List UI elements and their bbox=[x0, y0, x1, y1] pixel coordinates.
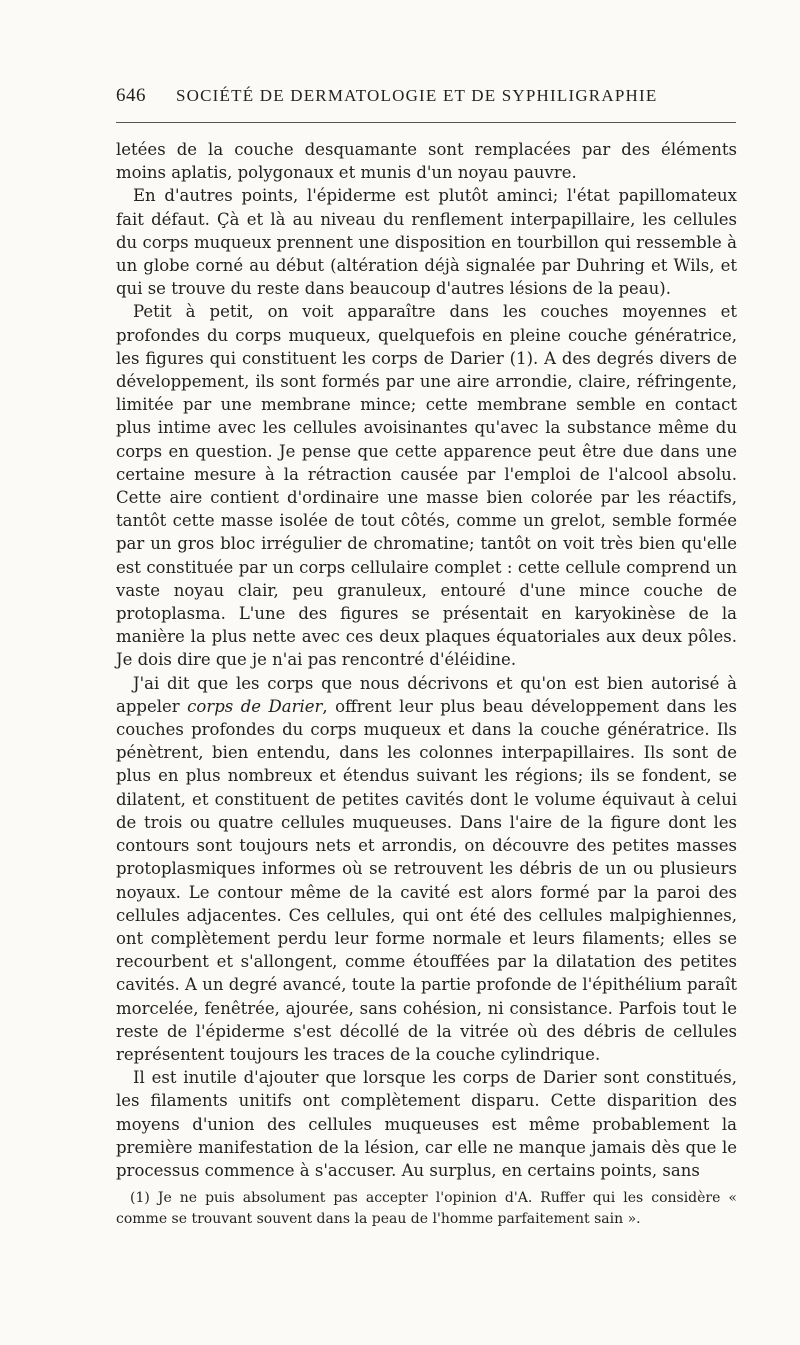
page-number: 646 bbox=[116, 85, 146, 106]
paragraph-4 bbox=[116, 672, 737, 1066]
footnote-text: (1) Je ne puis absolument pas accepter l'opinion d'A. Ruffer qui les considère « comme se trouvant souvent dans la peau de l'homme parfaitement sain ». bbox=[116, 1190, 737, 1227]
body-text bbox=[116, 138, 737, 1182]
paragraph-2: En d'autres points, l'épiderme est plutôt aminci; l'état papillomateux fait défaut. Çà et là au niveau du renflement interpapillaire, les cellules du corps muqueux prennent une disposition en tourbillon qui ressemble à un globe corné au début (altération déjà signalée par Duhring et Wils, et qui se trouve du reste dans beaucoup d'autres lésions de la peau). bbox=[116, 186, 737, 299]
header-rule bbox=[116, 122, 736, 123]
paragraph-1: letées de la couche desquamante sont remplacées par des éléments moins aplatis, polygonaux et munis d'un noyau pauvre. bbox=[116, 140, 737, 183]
footnote bbox=[116, 1188, 737, 1230]
paragraph-3: Petit à petit, on voit apparaître dans les couches moyennes et profondes du corps muqueux, quelquefois en pleine couche génératrice, les figures qui constituent les corps de Darier (1). A des degrés divers de développement, ils sont formés par une aire arrondie, claire, réfringente, limitée par une membrane mince; cette membrane semble en contact plus intime avec les cellules avoisinantes qu'avec la substance même du corps en question. Je pense que cette apparence peut être due dans une certaine mesure à la rétraction causée par l'emploi de l'alcool absolu. Cette aire contient d'ordinaire une masse bien colorée par les réactifs, tantôt cette masse isolée de tout côtés, comme un grelot, semble formée par un gros bloc irrégulier de chromatine; tantôt on voit très bien qu'elle est constituée par un corps cellulaire complet : cette cellule comprend un vaste noyau clair, peu granuleux, entouré d'une mince couche de protoplasma. L'une des figures se présentait en karyokinèse de la manière la plus nette avec ces deux plaques équatoriales aux deux pôles. Je dois dire que je n'ai pas rencontré d'éléidine. bbox=[116, 302, 737, 670]
italic-term: corps de Darier bbox=[187, 696, 323, 716]
paragraph-5: Il est inutile d'ajouter que lorsque les corps de Darier sont constitués, les filaments unitifs ont complètement disparu. Cette disparition des moyens d'union des cellules muqueuses est même probablement la première manifestation de la lésion, car elle ne manque jamais dès que le processus commence à s'accuser. Au surplus, en certains points, sans bbox=[116, 1068, 737, 1180]
running-head bbox=[116, 85, 736, 109]
paragraph-4-start: J'ai dit que les corps que nous décrivons et qu'on est bien autorisé à appeler bbox=[116, 673, 737, 716]
paragraph-4-rest: , offrent leur plus beau développement dans les couches profondes du corps muqueux et dans la couche génératrice. Ils pénètrent, bien entendu, dans les colonnes interpapillaires. Ils sont de plus en plus nombreux et étendus suivant les régions; ils se fondent, se dilatent, et constituent de petites cavités dont le volume équivaut à celui de trois ou quatre cellules muqueuses. Dans l'aire de la figure dont les contours sont toujours nets et arrondis, on découvre des petites masses protoplasmiques informes où se retrouvent les débris de un ou plusieurs noyaux. Le contour même de la cavité est alors formé par la paroi des cellules adjacentes. Ces cellules, qui ont été des cellules malpighiennes, ont complètement perdu leur forme normale et leurs filaments; elles se recourbent et s'allongent, comme étouffées par la dilatation des petites cavités. A un degré avancé, toute la partie profonde de l'épithélium paraît morcelée, fenêtrée, ajourée, sans cohésion, ni consistance. Parfois tout le reste de l'épiderme s'est décollé de la vitrée où des débris de cellules représentent toujours les traces de la couche cylindrique. bbox=[116, 696, 738, 1064]
running-title: SOCIÉTÉ DE DERMATOLOGIE ET DE SYPHILIGRAPHIE bbox=[176, 86, 658, 105]
